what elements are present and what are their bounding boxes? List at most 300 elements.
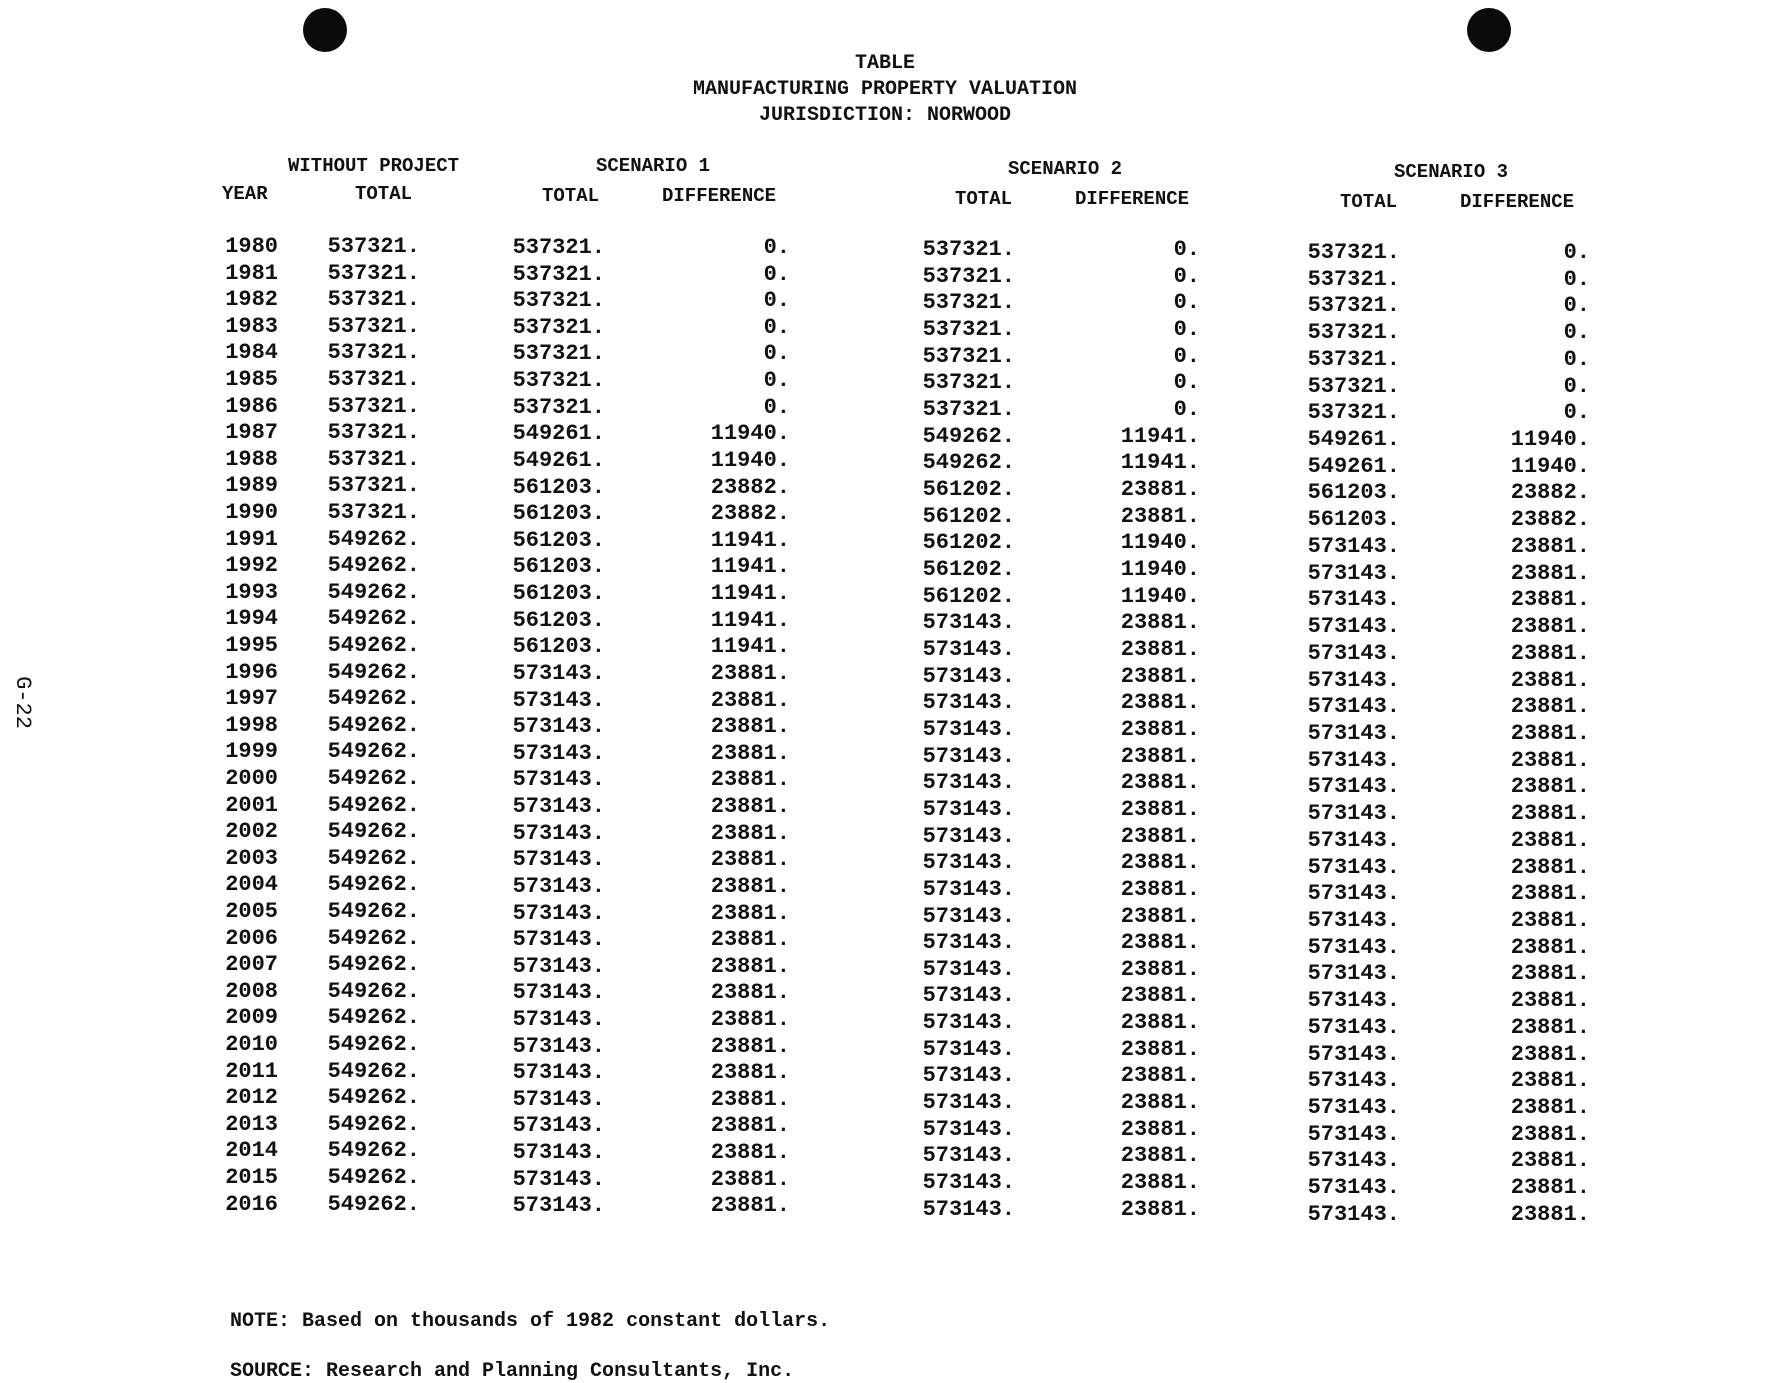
header-s2-total: TOTAL: [955, 188, 1013, 210]
cell-scenario3-difference: 23881.: [1510, 533, 1590, 559]
cell-year: 1983: [225, 313, 278, 339]
cell-scenario2-total: 573143.: [922, 1170, 1015, 1196]
cell-year: 2007: [225, 952, 278, 978]
cell-scenario1-total: 561203.: [512, 634, 605, 660]
cell-scenario1-total: 573143.: [512, 1060, 605, 1086]
cell-year: 2011: [225, 1058, 278, 1084]
cell-scenario2-total: 573143.: [922, 1196, 1015, 1222]
cell-scenario1-total: 573143.: [512, 1193, 605, 1219]
header-s3-difference: DIFFERENCE: [1460, 191, 1575, 213]
cell-year: 2009: [225, 1005, 278, 1031]
cell-scenario3-total: 537321.: [1307, 293, 1400, 319]
cell-scenario2-difference: 23881.: [1120, 1010, 1200, 1036]
cell-scenario1-total: 561203.: [512, 607, 605, 633]
cell-without-project-total: 549262.: [327, 845, 420, 871]
cell-scenario3-total: 573143.: [1307, 640, 1400, 666]
cell-scenario2-total: 573143.: [922, 930, 1015, 956]
cell-scenario3-total: 573143.: [1307, 560, 1400, 586]
cell-without-project-total: 549262.: [327, 1032, 420, 1057]
cell-without-project-total: 549262.: [327, 1138, 420, 1164]
cell-scenario2-difference: 11941.: [1120, 450, 1200, 476]
cell-without-project-total: 549262.: [327, 686, 420, 712]
cell-scenario3-total: 573143.: [1307, 1068, 1400, 1094]
cell-scenario3-total: 573143.: [1307, 934, 1400, 960]
cell-scenario3-difference: 23882.: [1510, 480, 1590, 506]
cell-scenario2-total: 573143.: [922, 1063, 1015, 1089]
cell-year: 1999: [225, 739, 278, 765]
cell-scenario1-total: 537321.: [512, 341, 605, 367]
cell-scenario3-difference: 23881.: [1510, 1148, 1590, 1174]
cell-scenario1-total: 573143.: [512, 1113, 605, 1139]
cell-scenario1-difference: 11941.: [710, 581, 790, 607]
cell-scenario1-total: 561203.: [512, 581, 605, 607]
cell-without-project-total: 549262.: [327, 899, 420, 924]
cell-scenario2-difference: 23881.: [1120, 716, 1200, 742]
cell-scenario2-total: 573143.: [922, 796, 1015, 822]
cell-without-project-total: 549262.: [327, 659, 420, 685]
cell-scenario2-difference: 0.: [1173, 263, 1200, 289]
cell-scenario2-total: 573143.: [922, 716, 1015, 742]
cell-scenario3-difference: 0.: [1563, 293, 1590, 319]
cell-scenario1-total: 573143.: [512, 740, 605, 766]
cell-scenario2-difference: 23881.: [1120, 850, 1200, 876]
cell-without-project-total: 549262.: [327, 712, 420, 738]
cell-scenario2-difference: 23881.: [1120, 770, 1200, 796]
cell-scenario3-difference: 23881.: [1510, 1175, 1590, 1201]
cell-scenario2-difference: 23881.: [1120, 690, 1200, 716]
cell-year: 1991: [225, 526, 278, 552]
cell-scenario2-total: 537321.: [922, 396, 1015, 422]
cell-scenario2-total: 573143.: [922, 610, 1015, 636]
cell-scenario1-total: 573143.: [512, 1006, 605, 1032]
cell-without-project-total: 537321.: [327, 420, 420, 446]
cell-scenario2-total: 561202.: [922, 530, 1015, 556]
cell-scenario1-difference: 23882.: [710, 501, 790, 527]
cell-scenario1-total: 573143.: [512, 1166, 605, 1192]
cell-scenario1-total: 573143.: [512, 1140, 605, 1166]
cell-scenario2-difference: 23881.: [1120, 796, 1200, 822]
cell-year: 2000: [225, 766, 278, 791]
cell-year: 1989: [225, 473, 278, 499]
punch-hole-right: [1467, 8, 1511, 52]
punch-hole-left: [303, 8, 347, 52]
cell-scenario1-total: 573143.: [512, 847, 605, 873]
cell-scenario3-difference: 23881.: [1510, 640, 1590, 666]
cell-scenario1-total: 561203.: [512, 554, 605, 580]
cell-without-project-total: 537321.: [327, 313, 420, 339]
cell-scenario3-difference: 23881.: [1510, 667, 1590, 693]
cell-scenario3-total: 537321.: [1307, 240, 1400, 265]
cell-scenario2-total: 573143.: [922, 663, 1015, 689]
cell-scenario2-total: 549262.: [922, 450, 1015, 476]
cell-year: 2003: [225, 845, 278, 871]
cell-scenario3-difference: 23881.: [1510, 1121, 1590, 1147]
cell-scenario3-difference: 23881.: [1510, 1095, 1590, 1121]
note-text: NOTE: Based on thousands of 1982 constant dollars.: [230, 1310, 831, 1333]
cell-scenario1-difference: 23881.: [710, 953, 790, 979]
page-number: G-22: [9, 676, 35, 729]
cell-year: 1997: [225, 686, 278, 712]
cell-scenario1-total: 573143.: [512, 794, 605, 820]
cell-scenario1-total: 537321.: [512, 261, 605, 287]
cell-scenario1-difference: 11941.: [710, 634, 790, 660]
cell-scenario1-difference: 23881.: [710, 873, 790, 899]
cell-scenario3-total: 573143.: [1307, 908, 1400, 933]
cell-scenario1-difference: 11941.: [710, 607, 790, 633]
cell-year: 1984: [225, 340, 278, 366]
cell-year: 2001: [225, 792, 278, 818]
cell-without-project-total: 549262.: [327, 633, 420, 658]
cell-scenario3-difference: 0.: [1563, 400, 1590, 426]
cell-without-project-total: 549262.: [327, 1191, 420, 1217]
cell-scenario1-total: 573143.: [512, 660, 605, 686]
cell-scenario1-difference: 23881.: [710, 1166, 790, 1192]
cell-without-project-total: 537321.: [327, 367, 420, 392]
cell-scenario1-difference: 0.: [763, 368, 790, 394]
cell-without-project-total: 549262.: [327, 952, 420, 978]
cell-year: 2004: [225, 872, 278, 898]
cell-scenario1-difference: 23881.: [710, 900, 790, 926]
cell-year: 1993: [225, 579, 278, 605]
cell-without-project-total: 537321.: [327, 287, 420, 313]
cell-scenario2-difference: 23881.: [1120, 956, 1200, 982]
cell-scenario2-total: 573143.: [922, 903, 1015, 929]
cell-scenario3-difference: 11940.: [1510, 453, 1590, 479]
cell-scenario3-difference: 11940.: [1510, 427, 1590, 453]
cell-scenario2-difference: 23881.: [1120, 610, 1200, 636]
cell-scenario3-difference: 0.: [1563, 240, 1590, 265]
cell-scenario2-difference: 23881.: [1120, 476, 1200, 502]
cell-scenario1-difference: 23882.: [710, 474, 790, 500]
cell-scenario3-difference: 23881.: [1510, 747, 1590, 773]
cell-without-project-total: 549262.: [327, 978, 420, 1004]
cell-year: 1992: [225, 553, 278, 579]
table-label: TABLE: [854, 52, 915, 75]
cell-scenario2-difference: 23881.: [1120, 903, 1200, 929]
cell-scenario2-difference: 23881.: [1120, 1170, 1200, 1196]
header-without-project: WITHOUT PROJECT: [288, 155, 460, 177]
cell-scenario1-total: 549261.: [512, 421, 605, 447]
cell-scenario2-total: 573143.: [922, 770, 1015, 796]
cell-scenario2-total: 537321.: [922, 370, 1015, 396]
cell-scenario1-difference: 23881.: [710, 740, 790, 766]
cell-scenario2-total: 573143.: [922, 636, 1015, 662]
cell-without-project-total: 537321.: [327, 446, 420, 472]
cell-scenario1-total: 537321.: [512, 288, 605, 314]
cell-scenario2-difference: 23881.: [1120, 1143, 1200, 1169]
cell-scenario2-total: 573143.: [922, 983, 1015, 1009]
cell-scenario3-difference: 23881.: [1510, 801, 1590, 827]
cell-scenario3-total: 537321.: [1307, 373, 1400, 399]
cell-year: 1981: [225, 260, 278, 286]
cell-without-project-total: 549262.: [327, 792, 420, 818]
cell-scenario3-difference: 0.: [1563, 266, 1590, 292]
cell-scenario2-difference: 11940.: [1120, 583, 1200, 609]
cell-scenario1-difference: 0.: [763, 235, 790, 260]
header-s2-difference: DIFFERENCE: [1075, 188, 1190, 210]
cell-scenario1-difference: 11941.: [710, 527, 790, 553]
cell-without-project-total: 549262.: [327, 766, 420, 791]
cell-scenario2-total: 561202.: [922, 503, 1015, 529]
cell-year: 2010: [225, 1032, 278, 1057]
cell-year: 1996: [225, 659, 278, 685]
cell-scenario3-total: 573143.: [1307, 1041, 1400, 1067]
cell-without-project-total: 549262.: [327, 553, 420, 579]
cell-scenario1-total: 573143.: [512, 1086, 605, 1112]
header-scenario-3: SCENARIO 3: [1394, 161, 1509, 183]
cell-scenario3-difference: 23881.: [1510, 1041, 1590, 1067]
cell-scenario2-total: 573143.: [922, 1143, 1015, 1169]
cell-scenario2-total: 573143.: [922, 1036, 1015, 1062]
cell-scenario3-total: 573143.: [1307, 720, 1400, 746]
cell-scenario3-total: 549261.: [1307, 427, 1400, 453]
cell-scenario1-total: 573143.: [512, 714, 605, 740]
cell-scenario1-difference: 0.: [763, 288, 790, 314]
cell-year: 1987: [225, 420, 278, 446]
cell-year: 1985: [225, 367, 278, 392]
cell-scenario2-difference: 0.: [1173, 396, 1200, 422]
cell-scenario1-difference: 23881.: [710, 927, 790, 953]
cell-scenario3-total: 573143.: [1307, 801, 1400, 827]
cell-scenario2-difference: 23881.: [1120, 663, 1200, 689]
header-s3-total: TOTAL: [1340, 191, 1398, 213]
cell-scenario3-difference: 23881.: [1510, 720, 1590, 746]
cell-scenario1-total: 573143.: [512, 687, 605, 713]
cell-scenario1-difference: 23881.: [710, 687, 790, 713]
header-wp-total: TOTAL: [355, 183, 413, 205]
cell-scenario1-total: 561203.: [512, 474, 605, 500]
cell-scenario2-difference: 23881.: [1120, 823, 1200, 849]
cell-scenario1-difference: 23881.: [710, 1086, 790, 1112]
cell-scenario2-difference: 0.: [1173, 316, 1200, 342]
cell-scenario3-total: 573143.: [1307, 774, 1400, 800]
cell-without-project-total: 549262.: [327, 606, 420, 632]
cell-scenario3-total: 537321.: [1307, 266, 1400, 292]
cell-scenario1-difference: 11940.: [710, 421, 790, 447]
cell-scenario2-total: 573143.: [922, 956, 1015, 982]
header-scenario-1: SCENARIO 1: [596, 155, 711, 177]
cell-year: 1982: [225, 287, 278, 313]
cell-without-project-total: 537321.: [327, 473, 420, 499]
cell-scenario2-total: 561202.: [922, 556, 1015, 582]
cell-scenario3-total: 537321.: [1307, 346, 1400, 372]
cell-scenario3-difference: 23881.: [1510, 694, 1590, 720]
cell-scenario3-total: 561203.: [1307, 480, 1400, 506]
cell-scenario3-difference: 0.: [1563, 320, 1590, 346]
cell-without-project-total: 537321.: [327, 340, 420, 366]
cell-scenario3-difference: 23881.: [1510, 881, 1590, 907]
cell-scenario3-total: 537321.: [1307, 400, 1400, 426]
cell-year: 2006: [225, 925, 278, 951]
cell-scenario2-difference: 23881.: [1120, 743, 1200, 769]
table-title: MANUFACTURING PROPERTY VALUATION: [692, 78, 1078, 101]
cell-scenario1-difference: 23881.: [710, 1193, 790, 1219]
cell-scenario3-difference: 23881.: [1510, 854, 1590, 880]
cell-scenario3-total: 573143.: [1307, 614, 1400, 640]
header-year: YEAR: [222, 183, 268, 205]
cell-scenario1-total: 573143.: [512, 953, 605, 979]
cell-without-project-total: 549262.: [327, 1085, 420, 1111]
cell-scenario2-total: 537321.: [922, 290, 1015, 316]
cell-scenario1-difference: 23881.: [710, 1033, 790, 1059]
cell-scenario3-difference: 23881.: [1510, 614, 1590, 640]
cell-scenario3-total: 573143.: [1307, 587, 1400, 613]
cell-scenario1-difference: 11941.: [710, 554, 790, 580]
cell-scenario1-total: 573143.: [512, 927, 605, 953]
cell-scenario3-total: 573143.: [1307, 1095, 1400, 1121]
cell-scenario2-total: 537321.: [922, 237, 1015, 262]
cell-scenario2-difference: 23881.: [1120, 636, 1200, 662]
cell-scenario2-difference: 11940.: [1120, 556, 1200, 582]
cell-without-project-total: 537321.: [327, 500, 420, 525]
cell-scenario1-total: 537321.: [512, 235, 605, 260]
cell-year: 2016: [225, 1191, 278, 1217]
cell-scenario3-total: 573143.: [1307, 1014, 1400, 1040]
cell-scenario2-difference: 23881.: [1120, 983, 1200, 1009]
cell-scenario2-total: 573143.: [922, 850, 1015, 876]
cell-scenario3-difference: 23881.: [1510, 827, 1590, 853]
cell-scenario1-difference: 23881.: [710, 1006, 790, 1032]
cell-scenario1-difference: 23881.: [710, 660, 790, 686]
cell-scenario3-total: 573143.: [1307, 827, 1400, 853]
cell-without-project-total: 549262.: [327, 1058, 420, 1084]
cell-scenario1-total: 561203.: [512, 527, 605, 553]
cell-scenario3-total: 573143.: [1307, 667, 1400, 693]
cell-scenario3-total: 561203.: [1307, 507, 1400, 533]
cell-scenario1-difference: 23881.: [710, 980, 790, 1006]
cell-year: 2005: [225, 899, 278, 924]
cell-scenario1-total: 561203.: [512, 501, 605, 527]
cell-scenario1-difference: 23881.: [710, 820, 790, 846]
cell-without-project-total: 549262.: [327, 872, 420, 898]
cell-scenario1-difference: 0.: [763, 261, 790, 287]
cell-without-project-total: 549262.: [327, 1005, 420, 1031]
cell-year: 2002: [225, 819, 278, 845]
header-scenario-2: SCENARIO 2: [1008, 158, 1123, 180]
cell-scenario1-total: 573143.: [512, 767, 605, 793]
cell-scenario3-total: 549261.: [1307, 453, 1400, 479]
cell-scenario3-total: 573143.: [1307, 961, 1400, 987]
cell-scenario2-difference: 23881.: [1120, 1036, 1200, 1062]
cell-scenario3-difference: 0.: [1563, 373, 1590, 399]
cell-scenario2-difference: 23881.: [1120, 503, 1200, 529]
cell-scenario2-total: 537321.: [922, 263, 1015, 289]
cell-scenario1-total: 573143.: [512, 873, 605, 899]
cell-scenario2-total: 573143.: [922, 1090, 1015, 1116]
cell-scenario1-difference: 23881.: [710, 1060, 790, 1086]
cell-scenario2-difference: 23881.: [1120, 1196, 1200, 1222]
cell-scenario3-total: 573143.: [1307, 1201, 1400, 1227]
cell-year: 1995: [225, 633, 278, 658]
cell-scenario1-difference: 23881.: [710, 767, 790, 793]
cell-scenario3-difference: 23881.: [1510, 934, 1590, 960]
cell-without-project-total: 537321.: [327, 234, 420, 259]
cell-scenario3-total: 573143.: [1307, 1148, 1400, 1174]
cell-scenario2-total: 561202.: [922, 476, 1015, 502]
cell-scenario2-total: 573143.: [922, 690, 1015, 716]
cell-scenario2-difference: 23881.: [1120, 1116, 1200, 1142]
cell-year: 1980: [225, 234, 278, 259]
cell-year: 1998: [225, 712, 278, 738]
cell-scenario1-difference: 0.: [763, 394, 790, 420]
cell-scenario3-difference: 0.: [1563, 346, 1590, 372]
header-s1-total: TOTAL: [542, 185, 600, 207]
cell-scenario2-difference: 0.: [1173, 237, 1200, 262]
cell-year: 1986: [225, 393, 278, 419]
cell-scenario3-difference: 23881.: [1510, 1068, 1590, 1094]
cell-without-project-total: 549262.: [327, 1111, 420, 1137]
cell-scenario3-total: 573143.: [1307, 694, 1400, 720]
cell-scenario1-difference: 0.: [763, 341, 790, 367]
cell-scenario2-total: 573143.: [922, 1116, 1015, 1142]
cell-scenario2-total: 549262.: [922, 423, 1015, 449]
cell-year: 2015: [225, 1165, 278, 1190]
cell-scenario2-difference: 23881.: [1120, 930, 1200, 956]
cell-scenario3-difference: 23881.: [1510, 774, 1590, 800]
cell-year: 1994: [225, 606, 278, 632]
cell-scenario2-total: 573143.: [922, 1010, 1015, 1036]
cell-scenario3-total: 537321.: [1307, 320, 1400, 346]
cell-scenario1-total: 537321.: [512, 394, 605, 420]
cell-scenario3-total: 573143.: [1307, 854, 1400, 880]
cell-scenario1-difference: 23881.: [710, 1113, 790, 1139]
cell-year: 2014: [225, 1138, 278, 1164]
cell-without-project-total: 549262.: [327, 819, 420, 845]
cell-scenario3-total: 573143.: [1307, 881, 1400, 907]
cell-without-project-total: 549262.: [327, 739, 420, 765]
cell-scenario3-total: 573143.: [1307, 1121, 1400, 1147]
cell-scenario1-total: 537321.: [512, 368, 605, 394]
cell-scenario1-difference: 23881.: [710, 1140, 790, 1166]
cell-scenario3-difference: 23881.: [1510, 908, 1590, 933]
cell-scenario3-difference: 23881.: [1510, 1201, 1590, 1227]
cell-scenario1-total: 573143.: [512, 1033, 605, 1059]
cell-scenario1-total: 549261.: [512, 447, 605, 473]
cell-scenario1-total: 573143.: [512, 820, 605, 846]
cell-scenario2-difference: 0.: [1173, 290, 1200, 316]
cell-scenario2-total: 561202.: [922, 583, 1015, 609]
cell-scenario3-difference: 23881.: [1510, 988, 1590, 1014]
cell-without-project-total: 537321.: [327, 260, 420, 286]
cell-scenario1-total: 537321.: [512, 314, 605, 340]
cell-scenario1-difference: 11940.: [710, 447, 790, 473]
cell-year: 1990: [225, 500, 278, 525]
cell-scenario2-total: 573143.: [922, 823, 1015, 849]
cell-scenario1-total: 573143.: [512, 980, 605, 1006]
cell-without-project-total: 549262.: [327, 579, 420, 605]
cell-scenario3-difference: 23881.: [1510, 961, 1590, 987]
cell-year: 2013: [225, 1111, 278, 1137]
cell-without-project-total: 549262.: [327, 526, 420, 552]
cell-scenario2-difference: 0.: [1173, 370, 1200, 396]
cell-scenario2-difference: 0.: [1173, 343, 1200, 369]
source-text: SOURCE: Research and Planning Consultants, Inc.: [230, 1360, 795, 1383]
jurisdiction-line: JURISDICTION: NORWOOD: [758, 104, 1012, 127]
cell-scenario3-total: 573143.: [1307, 747, 1400, 773]
cell-without-project-total: 549262.: [327, 925, 420, 951]
cell-scenario2-total: 573143.: [922, 743, 1015, 769]
cell-without-project-total: 537321.: [327, 393, 420, 419]
cell-scenario2-difference: 11941.: [1120, 423, 1200, 449]
cell-scenario2-difference: 23881.: [1120, 876, 1200, 902]
cell-scenario1-difference: 23881.: [710, 847, 790, 873]
cell-scenario3-total: 573143.: [1307, 533, 1400, 559]
cell-year: 1988: [225, 446, 278, 472]
cell-scenario1-difference: 23881.: [710, 714, 790, 740]
cell-scenario2-total: 573143.: [922, 876, 1015, 902]
header-s1-difference: DIFFERENCE: [662, 185, 777, 207]
cell-scenario2-difference: 23881.: [1120, 1090, 1200, 1116]
